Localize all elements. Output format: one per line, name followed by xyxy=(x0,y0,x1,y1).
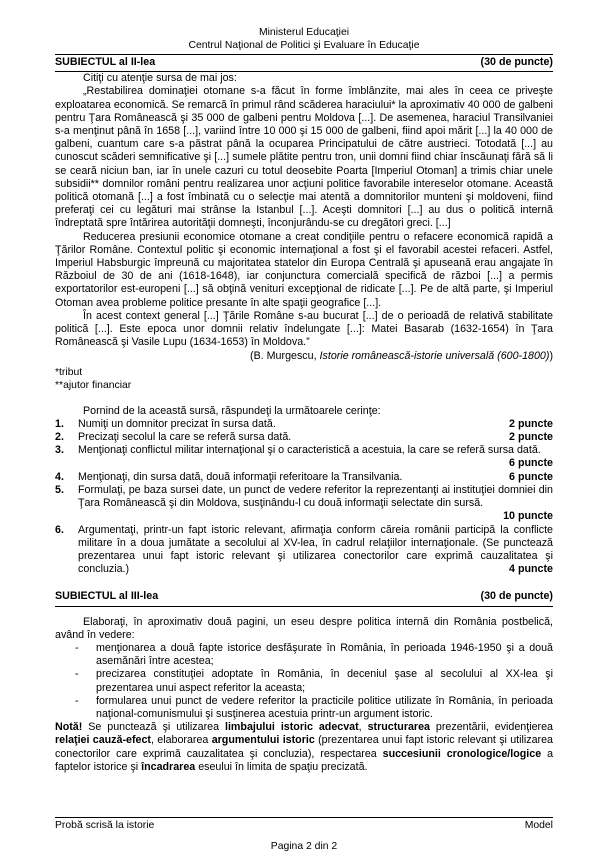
question-points: 6 puncte xyxy=(509,470,553,483)
question-text-content: Menţionaţi conflictul militar internaţional şi o caracteristică a acestuia, la care se referă sursa dată. xyxy=(78,444,541,457)
question-number: 5. xyxy=(55,483,64,496)
question-item xyxy=(55,431,553,444)
question-text xyxy=(78,524,553,577)
question-points: 2 puncte xyxy=(509,431,553,444)
document-header xyxy=(55,27,553,55)
source-paragraph: „Restabilirea dominaţiei otomane s-a făcut în forme îmblânzite, mai ales în ceea ce priveşte exploatarea economică. Se remarcă în primul rând scăderea haraciului* la aproximativ 40 000 de galbeni pentru Ţara Românească şi 35 000 de galbeni pentru Moldova [...]. De asemenea, haraciul Transilvaniei s-a menţinut până în 1658 [...], variind între 10 000 şi 15 000 de galbeni, fiind apoi mărit [...] la 40 000 de galbeni, cuantum care s-a păstrat până la ocuparea Principatului de către austrieci. Totodată [...] au cunoscut scăderi semnificative şi [...] sumele plătite pentru tron, unii domni fiind chiar înscăunaţi fără să li se ceară niciun ban, iar în unele cazuri cu totul deosebite Poarta [Imperiul Otoman] a trimis chiar unele subsidii** domnilor români pentru realizarea unor acţiuni politice favorabile intereselor otomane. Această politică otomană [...] a fost îmbinată cu o selecţie mai atentă a domnitorilor munteni şi moldoveni, fiind preferaţi cei cu legături mai strânse la Istanbul [...]. Aceşti domnitori [...] au dus o politică internă îndreptată spre întărirea autorităţii domneşti, înconjurându-se cu dregători greci. [...] xyxy=(55,85,553,230)
essay-requirement-list xyxy=(55,642,553,721)
citation-book-title: Istorie românească-istorie universală (600-1800) xyxy=(319,350,550,363)
question-text-content: Argumentaţi, printr-un fapt istoric relevant, afirmaţia conform căreia românii participă la conflicte militare în a doua jumătate a secolului al XV-lea, în cadrul relaţiilor internaţionale. (Se punctează prezentarea unui fapt istoric relevant şi utilizarea conectorilor care exprimă cauzalitatea şi concluzia.) xyxy=(78,523,553,576)
essay-requirement-text: formularea unui punct de vedere referitor la practicile politice utilizate în România, în perioada naţional-comunismului şi susţinerea acestuia printr-un argument istoric. xyxy=(96,694,553,720)
question-number: 4. xyxy=(55,470,64,483)
essay-requirement xyxy=(55,668,553,694)
question-item xyxy=(55,471,553,484)
question-text-content: Precizaţi secolul la care se referă sursa dată. xyxy=(78,431,292,444)
subject2-title: SUBIECTUL al II-lea xyxy=(55,56,156,68)
question-number: 6. xyxy=(55,523,64,536)
center-name: Centrul Naţional de Politici şi Evaluare în Educaţie xyxy=(188,39,420,51)
essay-requirement-text: menţionarea a două fapte istorice desfăşurate în România, în perioada 1946-1950 şi a două asemănări între acestea; xyxy=(96,641,553,668)
subject2-intro: Citiţi cu atenţie sursa de mai jos: xyxy=(83,72,237,85)
dash-bullet: - xyxy=(75,668,79,681)
footnote-tribut: *tribut xyxy=(55,366,83,378)
question-item xyxy=(55,444,553,470)
citation-author: (B. Murgescu, xyxy=(250,350,320,363)
dash-bullet: - xyxy=(75,694,79,707)
question-text-content: Numiţi un domnitor precizat în sursa dată. xyxy=(78,417,276,430)
subject-2-section xyxy=(55,55,553,576)
question-points: 10 puncte xyxy=(503,510,553,523)
ministry-name: Ministerul Educaţiei xyxy=(258,27,350,38)
footer-exam-name: Probă scrisă la istorie xyxy=(55,820,155,831)
question-text xyxy=(78,444,553,470)
question-text-content: Formulaţi, pe baza sursei date, un punct de vedere referitor la reprezentanţi ai instituţiei domniei din Ţara Românească şi din Moldova, susţinându-l cu două informaţii selectate din sursă. xyxy=(78,483,553,510)
subject3-points-total: (30 de puncte) xyxy=(480,590,553,603)
page-footer xyxy=(55,817,553,853)
citation-close-paren: ) xyxy=(549,350,553,363)
question-text xyxy=(78,484,553,524)
subject2-heading xyxy=(55,55,553,72)
subject3-heading xyxy=(55,589,553,606)
source-paragraph: Reducerea presiunii economice otomane a creat condiţiile pentru o refacere economică rapidă a Ţărilor Române. Contextul politic şi economic internaţional a fost şi el favorabil acestei refaceri. Astfel, Imperiul Habsburgic împreună cu majoritatea statelor din Europa Centrală şi apuseană erau angajate în Războiul de 30 de ani (1618-1648), iar conjunctura comercială specifică de război [...] a permis exportatorilor est-europeni [...] să obţină venituri excepţional de ridicate [...]. Pe de altă parte, şi Imperiul Otoman avea probleme politice presante în alte spaţii geografice [...]. xyxy=(55,230,553,309)
question-points: 6 puncte xyxy=(509,457,553,470)
question-points: 2 puncte xyxy=(509,417,553,430)
question-text xyxy=(78,471,553,484)
question-item xyxy=(55,418,553,431)
essay-requirement-text: precizarea constituţiei adoptate în România, în deceniul şase al secolului al XX-lea şi prezentarea unui aspect referitor la aceasta; xyxy=(96,668,553,694)
dash-bullet: - xyxy=(75,641,79,654)
subject2-points-total: (30 de puncte) xyxy=(480,56,553,68)
subject-3-section xyxy=(55,589,553,774)
question-number: 2. xyxy=(55,431,64,444)
subject2-prompt: Pornind de la această sursă, răspundeţi la următoarele cerinţe: xyxy=(83,404,381,417)
question-item xyxy=(55,524,553,577)
source-text xyxy=(55,85,553,349)
question-text-content: Menţionaţi, din sursa dată, două informaţii referitoare la Transilvania. xyxy=(78,470,403,483)
essay-requirement xyxy=(55,695,553,721)
footer-rule xyxy=(55,817,553,818)
source-citation xyxy=(55,350,553,363)
question-text xyxy=(78,418,553,431)
page-number: Pagina 2 din 2 xyxy=(270,840,338,852)
grading-note: Notă! Se punctează şi utilizarea limbajului istoric adecvat, structurarea prezentării, evidenţierea relaţiei cauză-efect, elaborarea argumentului istoric (prezentarea unui fapt istoric relevant şi utilizarea conectorilor care exprimă cauzalitatea şi concluzia), respectarea succesiunii cronologice/logice a faptelor istorice şi încadrarea eseului în limita de spaţiu precizată. xyxy=(55,721,554,773)
footnote-ajutor-financiar: **ajutor financiar xyxy=(55,379,132,391)
source-paragraph: În acest context general [...] Ţările Române s-au bucurat [...] de o perioadă de relativă stabilitate politică [...]. Este epoca unor domnii relativ îndelungate [...]: Matei Basarab (1632-1654) în Ţara Românească şi Vasile Lupu (1634-1653) în Moldova.” xyxy=(55,309,553,349)
subject3-intro: Elaboraţi, în aproximativ două pagini, un eseu despre politica internă din România postbelică, având în vedere: xyxy=(55,615,553,641)
subject3-title: SUBIECTUL al III-lea xyxy=(55,590,159,603)
question-text xyxy=(78,431,553,444)
question-points: 4 puncte xyxy=(509,563,553,576)
question-number: 3. xyxy=(55,444,64,457)
footer-model-label: Model xyxy=(524,820,553,831)
footnotes xyxy=(55,366,553,392)
question-item xyxy=(55,484,553,524)
footer-row xyxy=(55,820,553,833)
essay-requirement xyxy=(55,642,553,668)
question-number: 1. xyxy=(55,417,64,430)
question-list xyxy=(55,418,553,576)
